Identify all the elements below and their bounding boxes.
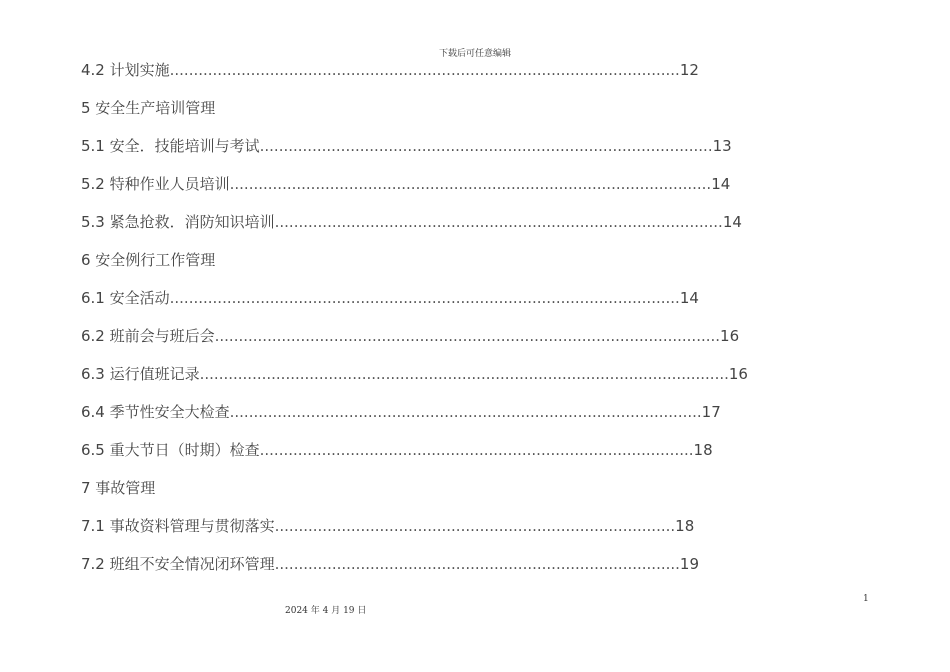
toc-entry-page: 12 [679,61,699,79]
toc-entry[interactable] [81,286,699,310]
toc-entry-page: 14 [679,289,699,307]
toc-entry-label: 4.2 计划实施 [81,61,170,79]
toc-entry-page: 16 [728,365,748,383]
toc-section-heading[interactable] [81,248,215,272]
toc-entry[interactable] [81,438,713,462]
toc-entry-label: 5.3 紧急抢救．消防知识培训 [81,213,275,231]
page-number: 1 [863,594,869,604]
toc-entry[interactable] [81,210,742,234]
toc-entry-page: 14 [711,175,731,193]
toc-entry-label: 6.3 运行值班记录 [81,365,200,383]
toc-entry-label: 7.2 班组不安全情况闭环管理 [81,555,275,573]
toc-entry[interactable] [81,362,748,386]
toc-entry-page: 13 [712,137,732,155]
toc-entry-label: 6 安全例行工作管理 [81,251,216,269]
toc-leader: .......................................................................................................... [214,327,721,345]
toc-entry-label: 6.2 班前会与班后会 [81,327,215,345]
toc-entry-label: 5.2 特种作业人员培训 [81,175,230,193]
page-header-note: 下载后可任意编辑 [438,49,511,59]
toc-entry[interactable] [81,134,732,158]
toc-leader: ........................................................................................... [259,441,694,459]
toc-leader: ..................................................................................... [274,555,680,573]
toc-entry-page: 14 [722,213,742,231]
toc-entry-label: 5 安全生产培训管理 [81,99,216,117]
toc-entry-page: 19 [679,555,700,573]
toc-entry-label: 6.1 安全活动 [81,289,170,307]
toc-entry-page: 18 [693,441,713,459]
toc-leader: ........................................................................................................... [169,289,680,307]
toc-entry[interactable] [81,514,694,538]
toc-entry[interactable] [81,552,699,576]
toc-entry-page: 18 [675,517,695,535]
toc-leader: ................................................................................................... [229,403,702,421]
toc-section-heading[interactable] [81,476,155,500]
toc-entry[interactable] [81,324,739,348]
toc-leader: .............................................................................................. [274,213,723,231]
toc-leader: .................................................................................... [274,517,676,535]
toc-entry-label: 5.1 安全．技能培训与考试 [81,137,260,155]
toc-entry[interactable] [81,58,699,82]
toc-leader: ............................................................................................................... [199,365,729,383]
toc-section-heading[interactable] [81,96,215,120]
toc-entry-label: 7.1 事故资料管理与贯彻落实 [81,517,275,535]
toc-leader: ........................................................................................................... [169,61,680,79]
toc-entry-label: 6.5 重大节日（时期）检查 [81,441,260,459]
toc-entry-label: 6.4 季节性安全大检查 [81,403,230,421]
toc-entry-label: 7 事故管理 [81,479,156,497]
toc-entry-page: 17 [701,403,721,421]
footer-date: 2024 年 4 月 19 日 [285,606,367,616]
toc-leader: ..................................................................................................... [229,175,712,193]
toc-entry-page: 16 [720,327,740,345]
toc-entry[interactable] [81,172,730,196]
toc-leader: ............................................................................................... [259,137,713,155]
toc-entry[interactable] [81,400,721,424]
